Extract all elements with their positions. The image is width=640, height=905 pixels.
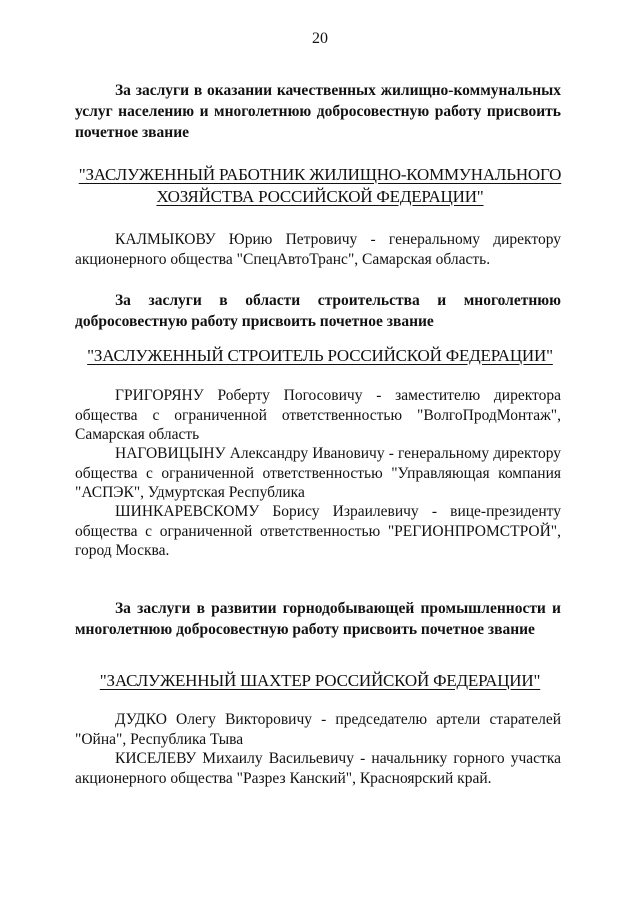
- honorary-title-line: "ЗАСЛУЖЕННЫЙ ШАХТЕР РОССИЙСКОЙ ФЕДЕРАЦИИ": [99, 671, 541, 690]
- awardee-entry: ГРИГОРЯНУ Роберту Погосовичу - заместителю директора общества с ограниченной ответственностью "ВолгоПродМонтаж", Самарская область: [75, 387, 561, 443]
- honorary-title-line: "ЗАСЛУЖЕННЫЙ РАБОТНИК ЖИЛИЩНО-КОММУНАЛЬНОГО: [78, 165, 562, 184]
- awardee-entry: КАЛМЫКОВУ Юрию Петровичу - генеральному директору акционерного общества "СпецАвтоТранс", Самарская область.: [75, 231, 561, 268]
- page-number: 20: [312, 30, 328, 47]
- awardee-entry: ДУДКО Олегу Викторовичу - председателю артели старателей "Ойна", Республика Тыва: [75, 711, 561, 748]
- award-intro-text: За заслуги в развитии горнодобывающей промышленности и многолетнюю добросовестную работу присвоить почетное звание: [75, 600, 561, 638]
- honorary-title: [60, 345, 580, 367]
- award-intro: [75, 290, 561, 332]
- honorary-title: [60, 670, 580, 692]
- award-intro: [75, 598, 561, 640]
- awardee-entry: НАГОВИЦЫНУ Александру Ивановичу - генеральному директору общества с ограниченной ответственностью "Управляющая компания "АСПЭК", Удмуртская Республика: [75, 445, 561, 501]
- award-intro: [75, 80, 561, 143]
- awardee-entry: КИСЕЛЕВУ Михаилу Васильевичу - начальнику горного участка акционерного общества "Разрез Канский", Красноярский край.: [75, 750, 561, 787]
- award-intro-text: За заслуги в оказании качественных жилищно-коммунальных услуг населению и многолетнюю добросовестную работу присвоить почетное звание: [75, 82, 561, 141]
- honorary-title-line: "ЗАСЛУЖЕННЫЙ СТРОИТЕЛЬ РОССИЙСКОЙ ФЕДЕРАЦИИ": [87, 346, 553, 365]
- honorary-title-line: ХОЗЯЙСТВА РОССИЙСКОЙ ФЕДЕРАЦИИ": [156, 187, 484, 206]
- awardee-entry: ШИНКАРЕВСКОМУ Борису Израилевичу - вице-президенту общества с ограниченной ответственностью "РЕГИОНПРОМСТРОЙ", город Москва.: [75, 503, 561, 559]
- honorary-title: [60, 164, 580, 208]
- award-intro-text: За заслуги в области строительства и многолетнюю добросовестную работу присвоить почетное звание: [75, 292, 561, 330]
